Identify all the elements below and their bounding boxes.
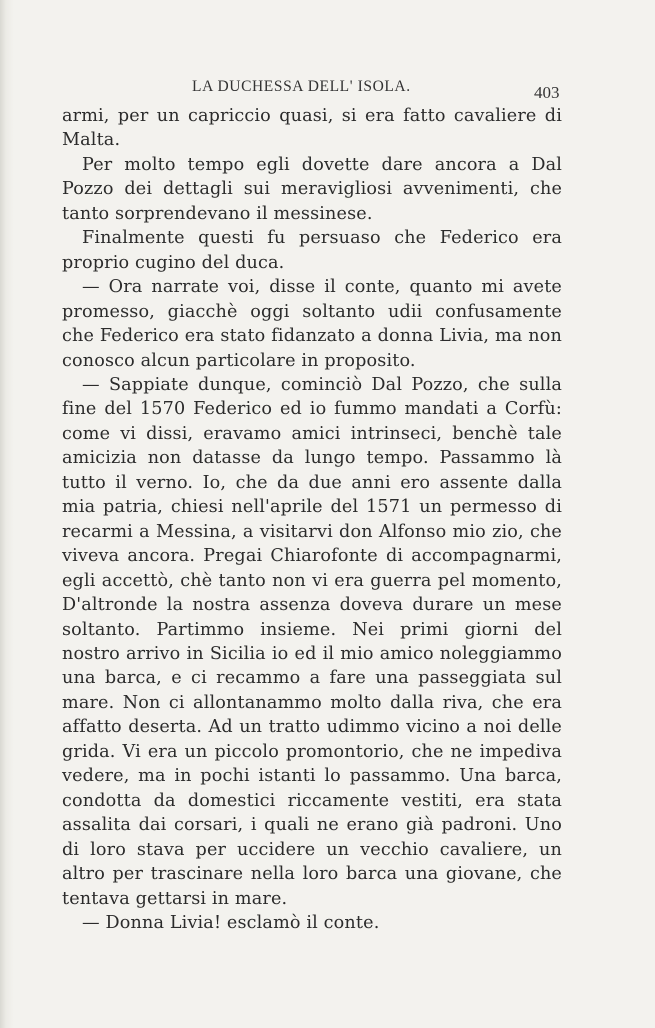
body-text (62, 104, 562, 935)
running-title: LA DUCHESSA DELL' ISOLA. (192, 78, 411, 95)
paragraph: — Donna Livia! esclamò il conte. (82, 912, 380, 933)
paragraph: Finalmente questi fu persuaso che Federico era proprio cugino del duca. (62, 228, 562, 273)
paragraph: — Ora narrate voi, disse il conte, quanto mi avete promesso, giacchè oggi soltanto udii confusamente che Federico era stato fidanzato a donna Livia, ma non conosco alcun particolare in proposito. (62, 277, 562, 371)
page-header (0, 76, 655, 100)
paragraph: Per molto tempo egli dovette dare ancora a Dal Pozzo dei dettagli sui meravigliosi avvenimenti, che tanto sorprendevano il messinese. (62, 154, 562, 224)
paragraph: — Sappiate dunque, cominciò Dal Pozzo, che sulla fine del 1570 Federico ed io fummo mandati a Corfù: come vi dissi, eravamo amici intrinseci, benchè tale amicizia non datasse da lungo tempo. Passammo là tutto il verno. Io, che da due anni ero assente dalla mia patria, chiesi nell'aprile del 1571 un permesso di recarmi a Messina, a visitarvi don Alfonso mio zio, che viveva ancora. Pregai Chiarofonte di accompagnarmi, egli accettò, chè tanto non vi era guerra pel momento, D'altronde la nostra assenza doveva durare un mese soltanto. Partimmo insieme. Nei primi giorni del nostro arrivo in Sicilia io ed il mio amico noleggiammo una barca, e ci recammo a fare una passeggiata sul mare. Non ci allontanammo molto dalla riva, che era affatto deserta. Ad un tratto udimmo vicino a noi delle grida. Vi era un piccolo promontorio, che ne impediva vedere, ma in pochi istanti lo passammo. Una barca, condotta da domestici riccamente vestiti, era stata assalita dai corsari, i quali ne erano già padroni. Uno di loro stava per uccidere un vecchio cavaliere, un altro per trascinare nella loro barca una giovane, che tentava gettarsi in mare. (62, 374, 562, 909)
page-number: 403 (534, 83, 560, 102)
paragraph: armi, per un capriccio quasi, si era fatto cavaliere di Malta. (62, 106, 562, 151)
